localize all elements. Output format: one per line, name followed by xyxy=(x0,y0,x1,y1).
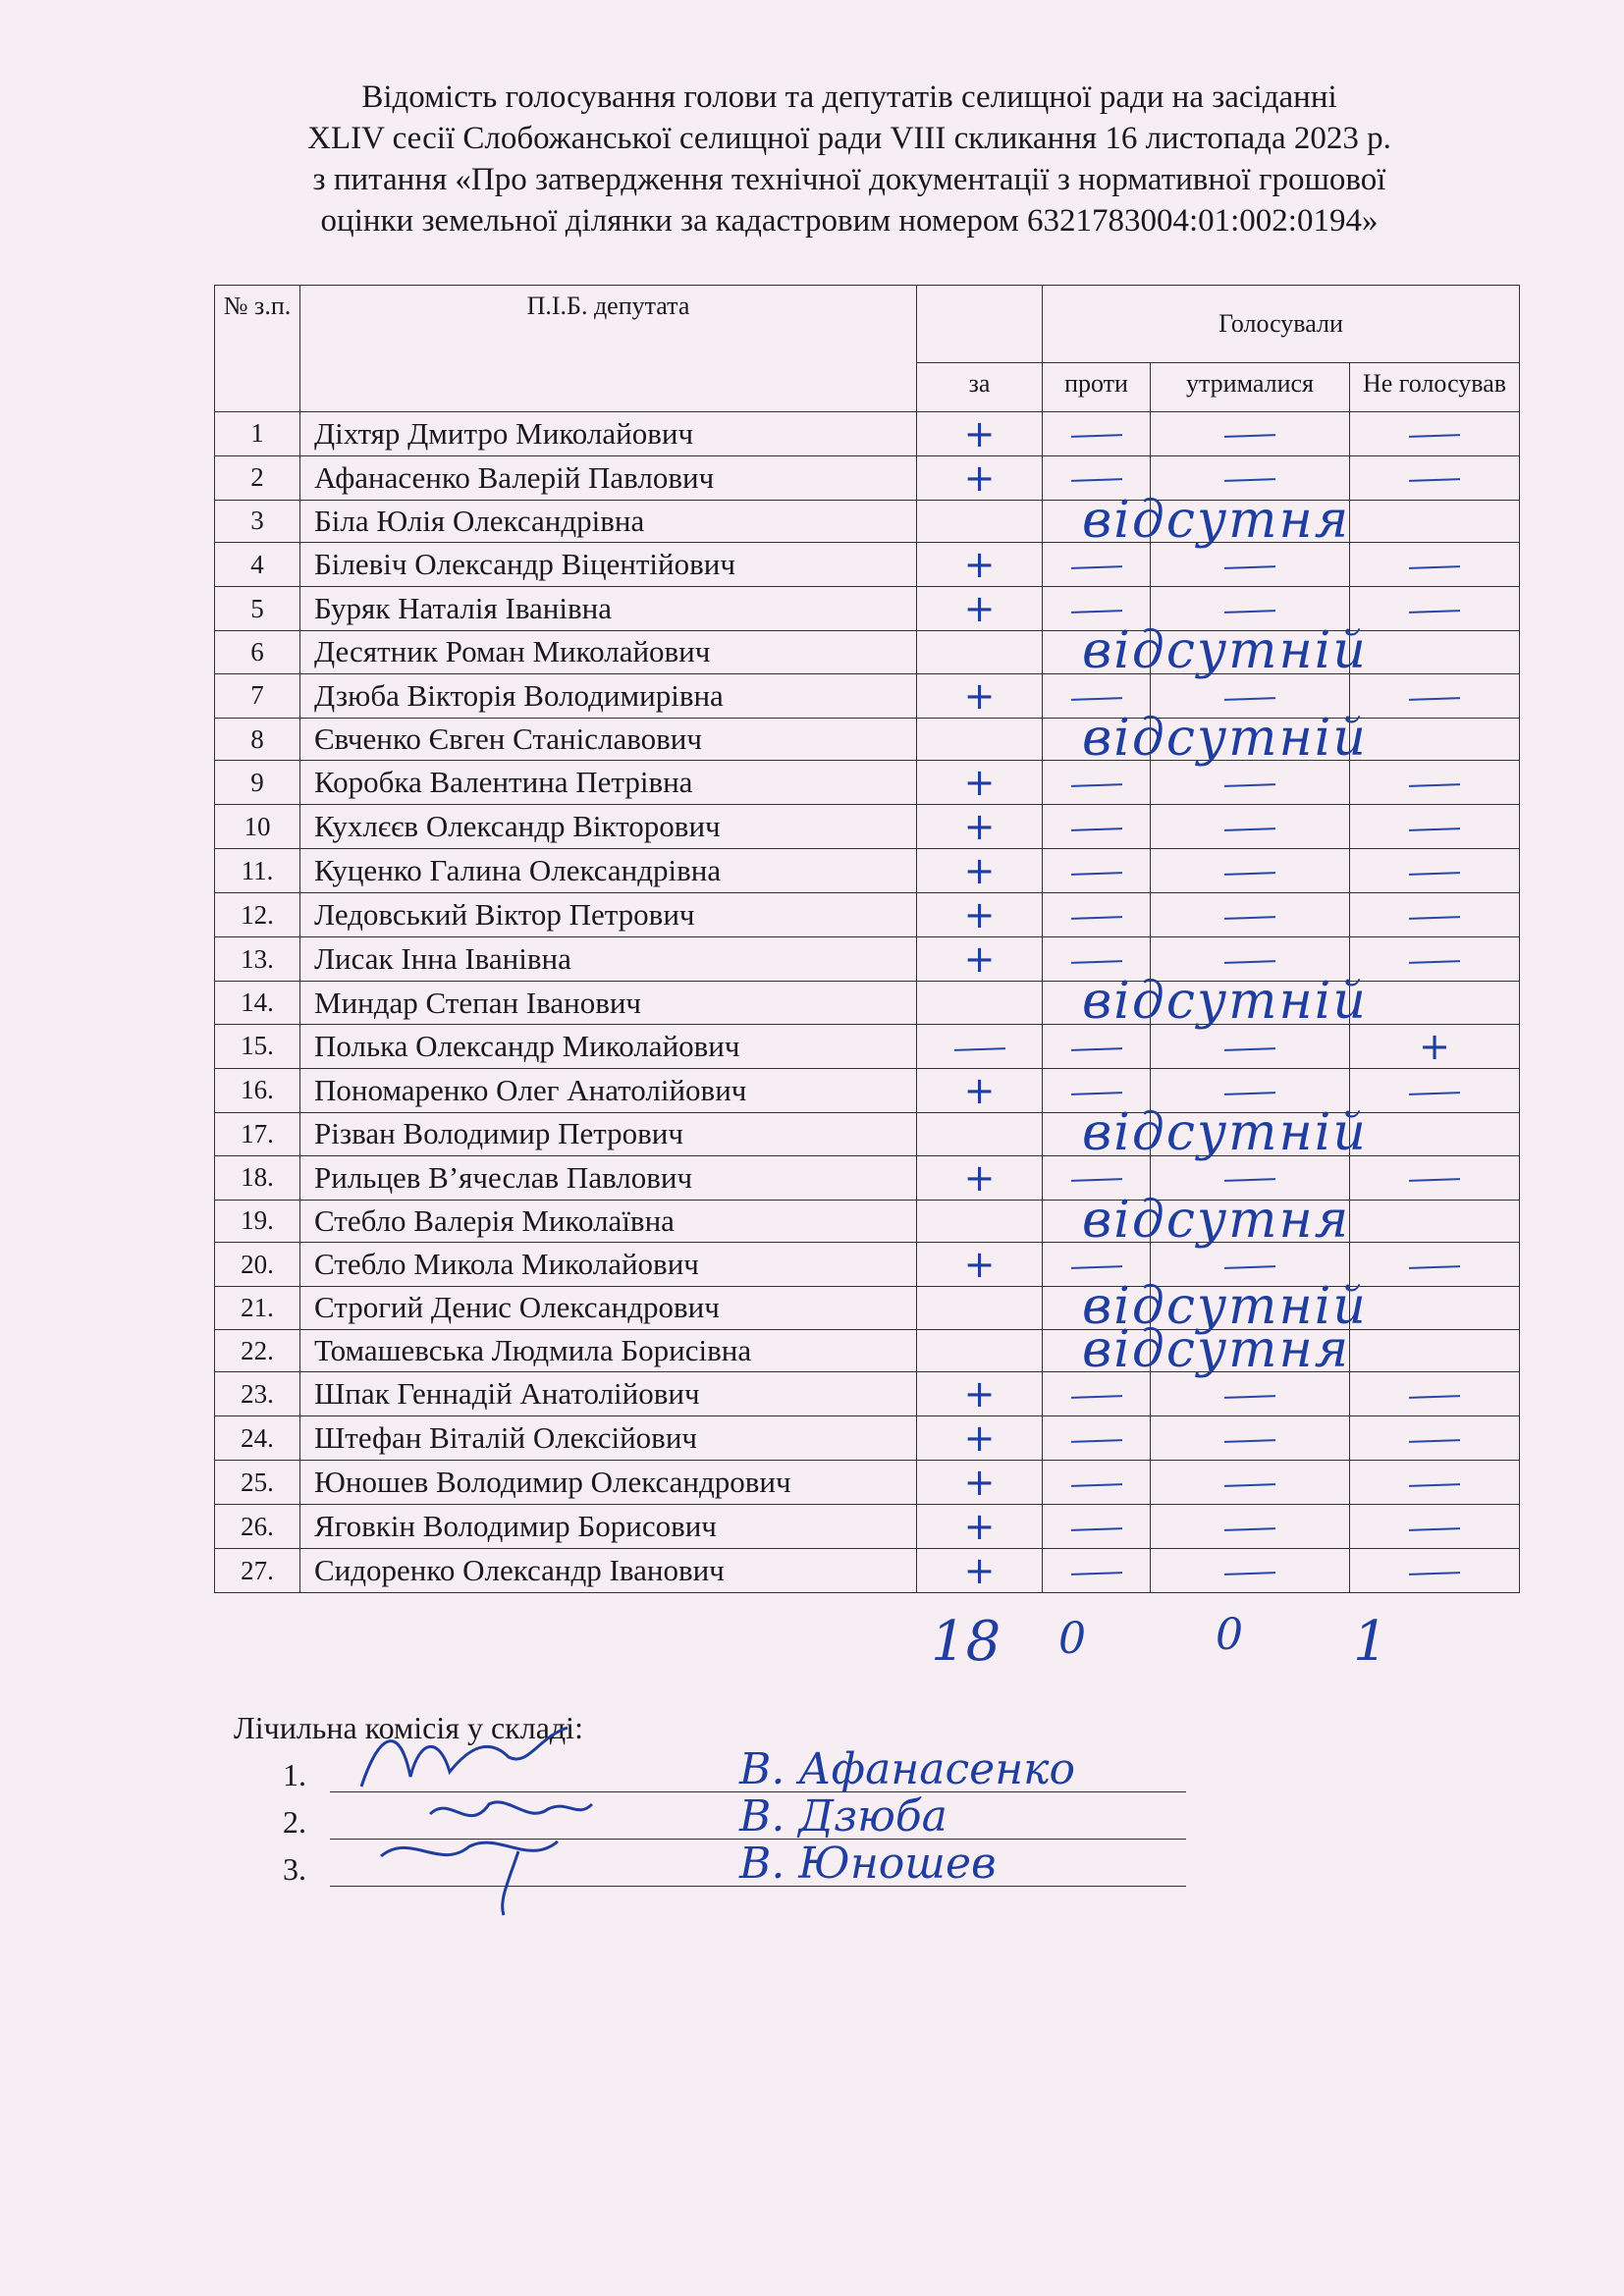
signature-number: 3. xyxy=(283,1851,306,1887)
table-row xyxy=(215,1329,1520,1372)
table-row xyxy=(215,718,1520,761)
vote-for-cell xyxy=(917,937,1043,982)
vote-for-cell xyxy=(917,1329,1043,1372)
deputy-name: Кухлєєв Олександр Вікторович xyxy=(300,805,917,849)
absent-note: відсутній xyxy=(1082,972,1368,1032)
dash-mark xyxy=(1070,872,1121,876)
dash-mark xyxy=(1409,960,1460,964)
row-number: 18. xyxy=(215,1155,300,1200)
row-number: 22. xyxy=(215,1329,300,1372)
deputy-name: Білевіч Олександр Віцентійович xyxy=(300,543,917,587)
deputy-name: Афанасенко Валерій Павлович xyxy=(300,455,917,500)
plus-mark: + xyxy=(963,937,996,982)
dash-mark xyxy=(1409,1092,1460,1095)
vote-notvoted-cell xyxy=(1350,1416,1520,1461)
deputy-name: Євченко Євген Станіславович xyxy=(300,718,917,761)
vote-for-cell xyxy=(917,587,1043,631)
vote-for-cell xyxy=(917,1024,1043,1068)
deputy-name: Полька Олександр Миколайович xyxy=(300,1024,917,1068)
vote-against-cell xyxy=(1043,708,1368,768)
deputy-name: Біла Юлія Олександрівна xyxy=(300,500,917,543)
deputy-name: Куценко Галина Олександрівна xyxy=(300,849,917,893)
dash-mark xyxy=(1224,1179,1275,1183)
dash-mark xyxy=(953,1047,1004,1051)
header-name: П.І.Б. депутата xyxy=(300,286,917,412)
deputy-name: Лисак Інна Іванівна xyxy=(300,937,917,982)
vote-for-cell xyxy=(917,411,1043,455)
vote-against-cell xyxy=(1043,1549,1151,1593)
dash-mark xyxy=(1409,697,1460,701)
dash-mark xyxy=(1409,1572,1460,1575)
plus-mark: + xyxy=(963,673,996,718)
deputy-name: Яговкін Володимир Борисович xyxy=(300,1505,917,1549)
dash-mark xyxy=(1409,1483,1460,1487)
row-number: 23. xyxy=(215,1372,300,1416)
table-row xyxy=(215,1200,1520,1243)
vote-notvoted-cell xyxy=(1350,1287,1520,1330)
dash-mark xyxy=(1409,1179,1460,1183)
plus-mark: + xyxy=(963,587,996,631)
dash-mark xyxy=(1070,1179,1121,1183)
commission-label: Лічильна комісія у складі: xyxy=(234,1710,583,1745)
dash-mark xyxy=(1070,697,1121,701)
dash-mark xyxy=(1070,610,1121,614)
table-row xyxy=(215,805,1520,849)
vote-for-cell xyxy=(917,500,1043,543)
vote-against-cell xyxy=(1043,1461,1151,1505)
vote-for-cell xyxy=(917,718,1043,761)
dash-mark xyxy=(1224,1395,1275,1399)
row-number: 20. xyxy=(215,1243,300,1287)
vote-notvoted-cell xyxy=(1350,411,1520,455)
title-line-3: з питання «Про затвердження технічної документації з нормативної грошової xyxy=(312,162,1386,197)
dash-mark xyxy=(1409,872,1460,876)
deputy-name: Різван Володимир Петрович xyxy=(300,1112,917,1155)
plus-mark: + xyxy=(1419,1024,1450,1068)
plus-mark: + xyxy=(963,1068,996,1112)
dash-mark xyxy=(1224,916,1275,920)
table-row xyxy=(215,631,1520,674)
vote-notvoted-cell xyxy=(1350,893,1520,937)
deputy-name: Буряк Наталія Іванівна xyxy=(300,587,917,631)
signature-scribble-icon xyxy=(342,1812,597,1920)
vote-notvoted-cell xyxy=(1350,1024,1520,1068)
dash-mark xyxy=(1409,565,1460,569)
voting-table xyxy=(214,285,1520,1593)
row-number: 19. xyxy=(215,1200,300,1243)
header-number: № з.п. xyxy=(215,286,300,412)
row-number: 4 xyxy=(215,543,300,587)
absent-note: відсутній xyxy=(1082,708,1368,768)
vote-abstain-cell xyxy=(1151,849,1350,893)
deputy-name: Томашевська Людмила Борисівна xyxy=(300,1329,917,1372)
table-row xyxy=(215,849,1520,893)
vote-against-cell xyxy=(1043,1319,1351,1379)
vote-notvoted-cell xyxy=(1350,1112,1520,1155)
deputy-name: Сидоренко Олександр Іванович xyxy=(300,1549,917,1593)
vote-notvoted-cell xyxy=(1350,805,1520,849)
row-number: 24. xyxy=(215,1416,300,1461)
deputy-name: Діхтяр Дмитро Миколайович xyxy=(300,411,917,455)
dash-mark xyxy=(1409,916,1460,920)
totals-row xyxy=(214,1610,1519,1674)
row-number: 17. xyxy=(215,1112,300,1155)
row-number: 6 xyxy=(215,631,300,674)
dash-mark xyxy=(1409,828,1460,831)
vote-abstain-cell xyxy=(1151,893,1350,937)
total-for: 18 xyxy=(931,1610,1001,1674)
signature-number: 2. xyxy=(283,1804,306,1840)
dash-mark xyxy=(1224,960,1275,964)
table-row xyxy=(215,1461,1520,1505)
vote-notvoted-cell xyxy=(1350,543,1520,587)
table-row xyxy=(215,411,1520,455)
header-for: за xyxy=(917,363,1043,412)
row-number: 8 xyxy=(215,718,300,761)
vote-notvoted-cell xyxy=(1350,1372,1520,1416)
vote-for-cell xyxy=(917,805,1043,849)
vote-abstain-cell xyxy=(1151,1416,1350,1461)
plus-mark: + xyxy=(963,455,996,500)
header-abstain: утрималися xyxy=(1151,363,1350,412)
dash-mark xyxy=(1224,1483,1275,1487)
dash-mark xyxy=(1070,1047,1121,1051)
dash-mark xyxy=(1070,1572,1121,1575)
plus-mark: + xyxy=(963,893,996,937)
signature-line-3 xyxy=(283,1839,1186,1893)
dash-mark xyxy=(1070,960,1121,964)
dash-mark xyxy=(1224,1092,1275,1095)
document-title xyxy=(226,77,1473,241)
dash-mark xyxy=(1224,565,1275,569)
vote-notvoted-cell xyxy=(1350,849,1520,893)
row-number: 14. xyxy=(215,982,300,1025)
dash-mark xyxy=(1070,1395,1121,1399)
table-row xyxy=(215,1416,1520,1461)
vote-notvoted-cell xyxy=(1350,673,1520,718)
plus-mark: + xyxy=(963,805,996,849)
vote-for-cell xyxy=(917,893,1043,937)
dash-mark xyxy=(1070,916,1121,920)
dash-mark xyxy=(1070,1265,1121,1269)
dash-mark xyxy=(1070,1527,1121,1531)
signature-name: В. Афанасенко xyxy=(739,1744,1075,1794)
absent-note: відсутній xyxy=(1082,1102,1368,1162)
plus-mark: + xyxy=(963,1372,996,1416)
title-line-2: XLIV сесії Слобожанської селищної ради VIII скликання 16 листопада 2023 р. xyxy=(307,121,1391,156)
row-number: 16. xyxy=(215,1068,300,1112)
plus-mark: + xyxy=(963,1155,996,1200)
total-notvoted: 1 xyxy=(1353,1610,1388,1674)
deputy-name: Ледовський Віктор Петрович xyxy=(300,893,917,937)
vote-for-cell xyxy=(917,1287,1043,1330)
dash-mark xyxy=(1409,1395,1460,1399)
dash-mark xyxy=(1409,1439,1460,1443)
vote-notvoted-cell xyxy=(1350,455,1520,500)
vote-notvoted-cell xyxy=(1350,587,1520,631)
absent-note: відсутня xyxy=(1082,1319,1351,1379)
vote-for-cell xyxy=(917,1372,1043,1416)
vote-for-cell xyxy=(917,1416,1043,1461)
vote-abstain-cell xyxy=(1151,1505,1350,1549)
plus-mark: + xyxy=(963,1243,996,1287)
dash-mark xyxy=(1224,1047,1275,1051)
dash-mark xyxy=(1409,1265,1460,1269)
dash-mark xyxy=(1409,1527,1460,1531)
deputy-name: Рильцев В’ячеслав Павлович xyxy=(300,1155,917,1200)
signature-name: В. Юношев xyxy=(739,1839,997,1889)
vote-for-cell xyxy=(917,1200,1043,1243)
table-row xyxy=(215,982,1520,1025)
row-number: 10 xyxy=(215,805,300,849)
vote-against-cell xyxy=(1043,849,1151,893)
vote-notvoted-cell xyxy=(1350,718,1520,761)
absent-note: відсутня xyxy=(1082,1190,1351,1250)
absent-note: відсутній xyxy=(1082,1277,1368,1337)
header-notvoted: Не голосував xyxy=(1350,363,1520,412)
vote-notvoted-cell xyxy=(1350,1329,1520,1372)
table-row xyxy=(215,1549,1520,1593)
row-number: 2 xyxy=(215,455,300,500)
dash-mark xyxy=(1070,828,1121,831)
dash-mark xyxy=(1070,1483,1121,1487)
vote-for-cell xyxy=(917,1243,1043,1287)
dash-mark xyxy=(1224,1527,1275,1531)
plus-mark: + xyxy=(963,1416,996,1461)
row-number: 7 xyxy=(215,673,300,718)
deputy-name: Десятник Роман Миколайович xyxy=(300,631,917,674)
vote-against-cell xyxy=(1043,411,1151,455)
row-number: 12. xyxy=(215,893,300,937)
row-number: 9 xyxy=(215,761,300,805)
total-against: 0 xyxy=(1058,1614,1086,1664)
deputy-name: Строгий Денис Олександрович xyxy=(300,1287,917,1330)
vote-for-cell xyxy=(917,761,1043,805)
deputy-name: Коробка Валентина Петрівна xyxy=(300,761,917,805)
header-voted: Голосували xyxy=(1043,286,1520,363)
vote-notvoted-cell xyxy=(1350,1243,1520,1287)
vote-notvoted-cell xyxy=(1350,982,1520,1025)
row-number: 21. xyxy=(215,1287,300,1330)
vote-against-cell xyxy=(1043,621,1368,681)
vote-for-cell xyxy=(917,1461,1043,1505)
vote-abstain-cell xyxy=(1151,1549,1350,1593)
plus-mark: + xyxy=(963,1549,996,1593)
vote-notvoted-cell xyxy=(1350,1068,1520,1112)
dash-mark xyxy=(1070,1092,1121,1095)
vote-against-cell xyxy=(1043,972,1368,1032)
vote-notvoted-cell xyxy=(1350,500,1520,543)
dash-mark xyxy=(1224,872,1275,876)
vote-for-cell xyxy=(917,1112,1043,1155)
vote-for-cell xyxy=(917,1505,1043,1549)
vote-notvoted-cell xyxy=(1350,761,1520,805)
row-number: 11. xyxy=(215,849,300,893)
vote-notvoted-cell xyxy=(1350,1549,1520,1593)
dash-mark xyxy=(1070,1439,1121,1443)
vote-against-cell xyxy=(1043,1416,1151,1461)
vote-against-cell xyxy=(1043,490,1351,550)
row-number: 27. xyxy=(215,1549,300,1593)
voting-rows xyxy=(215,411,1520,1593)
dash-mark xyxy=(1224,1572,1275,1575)
deputy-name: Дзюба Вікторія Володимирівна xyxy=(300,673,917,718)
header-blank xyxy=(917,286,1043,363)
plus-mark: + xyxy=(963,1461,996,1505)
vote-against-cell xyxy=(1043,1505,1151,1549)
absent-note: відсутня xyxy=(1082,490,1351,550)
vote-against-cell xyxy=(1043,1190,1351,1250)
vote-for-cell xyxy=(917,1155,1043,1200)
plus-mark: + xyxy=(963,849,996,893)
vote-notvoted-cell xyxy=(1350,937,1520,982)
dash-mark xyxy=(1070,479,1121,483)
dash-mark xyxy=(1224,610,1275,614)
header-against: проти xyxy=(1043,363,1151,412)
title-line-1: Відомість голосування голови та депутатів селищної ради на засіданні xyxy=(361,80,1337,115)
plus-mark: + xyxy=(963,543,996,587)
row-number: 3 xyxy=(215,500,300,543)
title-line-4: оцінки земельної ділянки за кадастровим номером 6321783004:01:002:0194» xyxy=(320,203,1379,239)
row-number: 1 xyxy=(215,411,300,455)
vote-for-cell xyxy=(917,1068,1043,1112)
table-row xyxy=(215,1505,1520,1549)
signature-name: В. Дзюба xyxy=(739,1791,947,1842)
dash-mark xyxy=(1224,435,1275,439)
total-abstain: 0 xyxy=(1216,1610,1243,1660)
vote-for-cell xyxy=(917,1549,1043,1593)
plus-mark: + xyxy=(963,761,996,805)
deputy-name: Юношев Володимир Олександрович xyxy=(300,1461,917,1505)
vote-for-cell xyxy=(917,982,1043,1025)
vote-against-cell xyxy=(1043,893,1151,937)
vote-notvoted-cell xyxy=(1350,1200,1520,1243)
row-number: 13. xyxy=(215,937,300,982)
dash-mark xyxy=(1070,783,1121,787)
vote-for-cell xyxy=(917,455,1043,500)
dash-mark xyxy=(1224,783,1275,787)
vote-for-cell xyxy=(917,673,1043,718)
dash-mark xyxy=(1409,435,1460,439)
vote-abstain-cell xyxy=(1151,805,1350,849)
deputy-name: Штефан Віталій Олексійович xyxy=(300,1416,917,1461)
deputy-name: Стебло Валерія Миколаївна xyxy=(300,1200,917,1243)
table-row xyxy=(215,893,1520,937)
row-number: 5 xyxy=(215,587,300,631)
plus-mark: + xyxy=(963,411,996,455)
vote-notvoted-cell xyxy=(1350,1155,1520,1200)
row-number: 25. xyxy=(215,1461,300,1505)
dash-mark xyxy=(1409,610,1460,614)
row-number: 26. xyxy=(215,1505,300,1549)
vote-notvoted-cell xyxy=(1350,631,1520,674)
vote-for-cell xyxy=(917,543,1043,587)
signature-number: 1. xyxy=(283,1757,306,1792)
vote-abstain-cell xyxy=(1151,1461,1350,1505)
deputy-name: Пономаренко Олег Анатолійович xyxy=(300,1068,917,1112)
vote-for-cell xyxy=(917,849,1043,893)
deputy-name: Шпак Геннадій Анатолійович xyxy=(300,1372,917,1416)
deputy-name: Стебло Микола Миколайович xyxy=(300,1243,917,1287)
vote-abstain-cell xyxy=(1151,411,1350,455)
dash-mark xyxy=(1224,828,1275,831)
vote-notvoted-cell xyxy=(1350,1505,1520,1549)
dash-mark xyxy=(1070,435,1121,439)
dash-mark xyxy=(1224,1265,1275,1269)
dash-mark xyxy=(1409,783,1460,787)
table-row xyxy=(215,1112,1520,1155)
vote-against-cell xyxy=(1043,805,1151,849)
dash-mark xyxy=(1409,479,1460,483)
dash-mark xyxy=(1224,1439,1275,1443)
row-number: 15. xyxy=(215,1024,300,1068)
vote-for-cell xyxy=(917,631,1043,674)
dash-mark xyxy=(1070,565,1121,569)
dash-mark xyxy=(1224,697,1275,701)
vote-against-cell xyxy=(1043,1102,1368,1162)
table-row xyxy=(215,500,1520,543)
vote-notvoted-cell xyxy=(1350,1461,1520,1505)
plus-mark: + xyxy=(963,1505,996,1549)
absent-note: відсутній xyxy=(1082,621,1368,681)
deputy-name: Миндар Степан Іванович xyxy=(300,982,917,1025)
dash-mark xyxy=(1224,479,1275,483)
